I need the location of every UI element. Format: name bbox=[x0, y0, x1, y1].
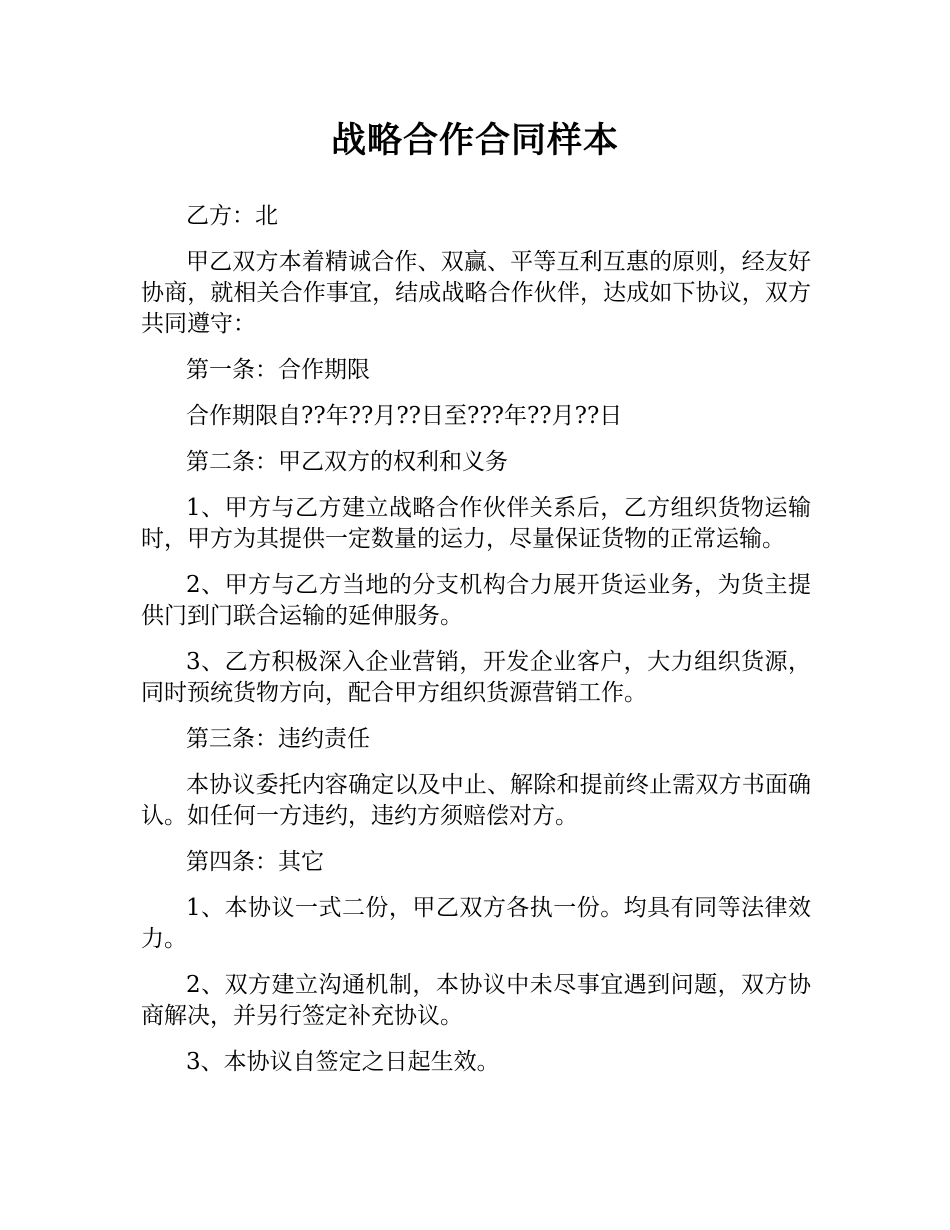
article-2-heading: 第二条：甲乙双方的权利和义务 bbox=[186, 449, 508, 475]
article-3-clause: 本协议委托内容确定以及中止、解除和提前终止需双方书面确认。如任何一方违约，违约方须赔偿对方。 bbox=[141, 772, 811, 829]
article-4-clause-3: 3、本协议自签定之日起生效。 bbox=[186, 1049, 500, 1075]
article-2-clause-3: 3、乙方积极深入企业营销，开发企业客户，大力组织货源，同时预统货物方向，配合甲方组织货源营销工作。 bbox=[141, 649, 811, 706]
page-title: 战略合作合同样本 bbox=[330, 121, 619, 161]
article-3-heading: 第三条：违约责任 bbox=[186, 726, 370, 752]
article-1-heading: 第一条：合作期限 bbox=[186, 357, 370, 383]
article-2-clause-2: 2、甲方与乙方当地的分支机构合力展开货运业务，为货主提供门到门联合运输的延伸服务。 bbox=[141, 572, 811, 629]
document-body bbox=[141, 201, 811, 1093]
article-4-clause-1: 1、本协议一式二份，甲乙双方各执一份。均具有同等法律效力。 bbox=[141, 895, 811, 952]
article-4-heading: 第四条：其它 bbox=[186, 849, 324, 875]
article-1-term: 合作期限自??年??月??日至???年??月??日 bbox=[186, 403, 623, 429]
article-2-clause-1: 1、甲方与乙方建立战略合作伙伴关系后，乙方组织货物运输时，甲方为其提供一定数量的运力，尽量保证货物的正常运输。 bbox=[141, 495, 811, 552]
party-b-line: 乙方：北 bbox=[186, 203, 278, 229]
article-4-clause-2: 2、双方建立沟通机制，本协议中未尽事宜遇到问题，双方协商解决，并另行签定补充协议。 bbox=[141, 972, 811, 1029]
preamble-paragraph: 甲乙双方本着精诚合作、双赢、平等互利互惠的原则，经友好协商，就相关合作事宜，结成战略合作伙伴，达成如下协议，双方共同遵守： bbox=[141, 249, 811, 337]
